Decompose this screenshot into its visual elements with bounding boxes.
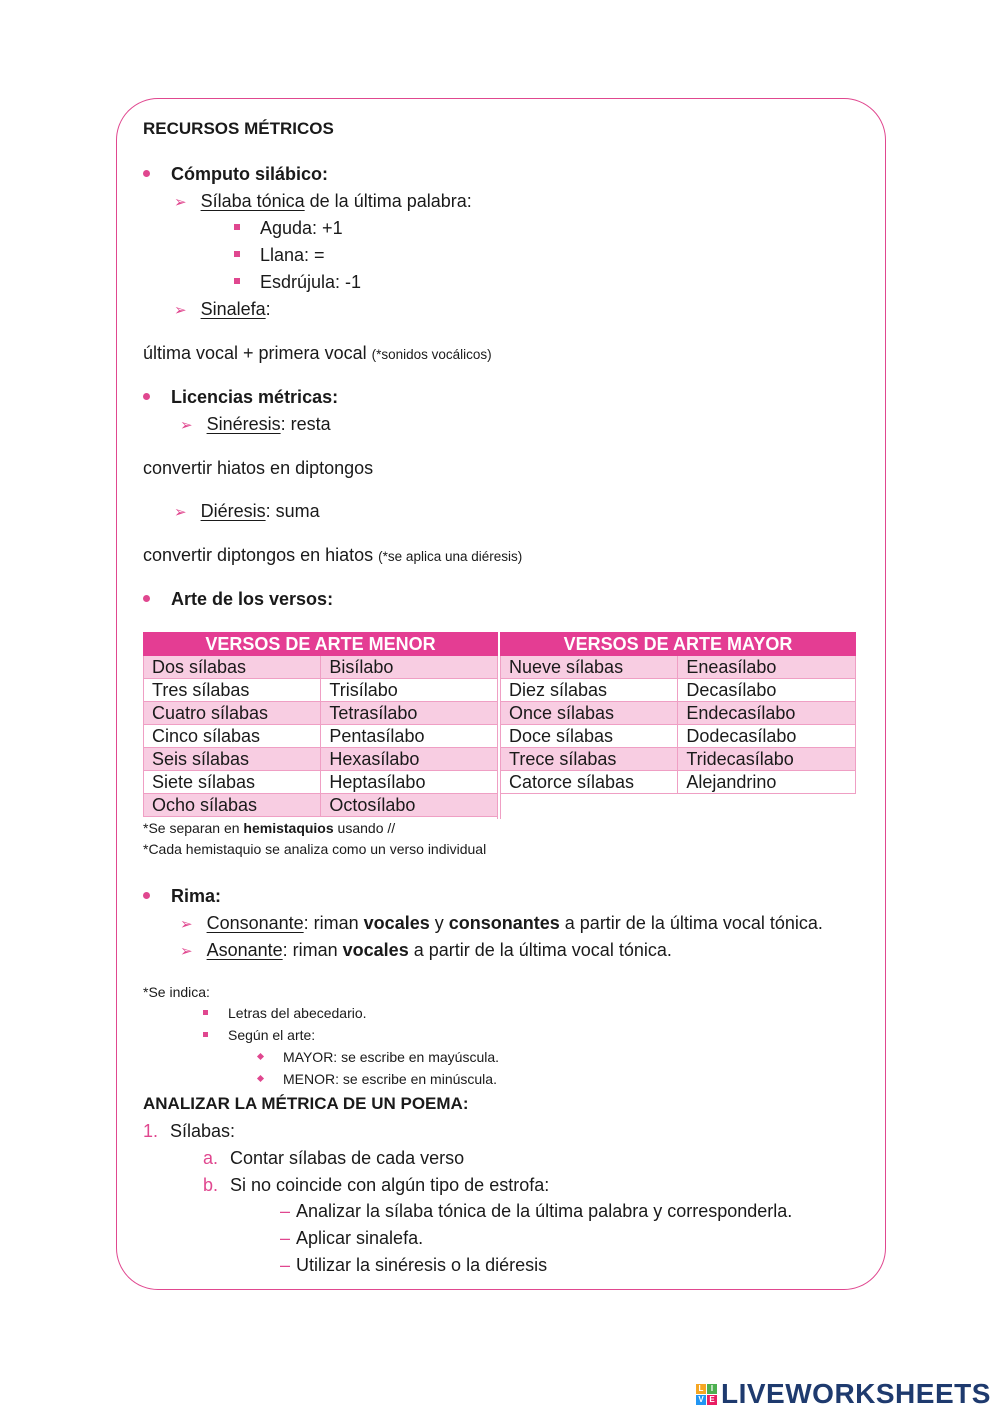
square-bullet-icon — [234, 224, 240, 230]
sineresis-term: Sinéresis — [206, 414, 281, 434]
step-1a: a. Contar sílabas de cada verso — [203, 1148, 465, 1168]
table-row: Ocho sílabas Octosílabo — [144, 794, 498, 817]
square-bullet-icon — [234, 278, 240, 284]
table-row: Seis sílabas Hexasílabo — [144, 748, 498, 771]
bullet-dot-icon — [143, 892, 150, 899]
computo-heading: Cómputo silábico: — [143, 164, 328, 185]
table-row: Doce sílabas Dodecasílabo — [501, 725, 856, 748]
list-item: MAYOR: se escribe en mayúscula. — [258, 1049, 499, 1065]
table-row: Cuatro sílabas Tetrasílabo — [144, 702, 498, 725]
bullet-dot-icon — [143, 170, 150, 177]
arte-menor-table — [143, 632, 498, 817]
bullet-dot-icon — [143, 393, 150, 400]
consonante-line: ➢ Consonante: riman vocales y consonantes a partir de la última vocal tónica. — [180, 913, 823, 933]
square-bullet-icon — [203, 1010, 208, 1015]
hemistaquio-note-2: *Cada hemistaquio se analiza como un verso individual — [143, 841, 487, 857]
analizar-heading: ANALIZAR LA MÉTRICA DE UN POEMA: — [143, 1094, 469, 1113]
sinalefa-definition: última vocal + primera vocal (*sonidos vocálicos) — [143, 343, 492, 363]
silaba-tonica-line: ➢ Sílaba tónica de la última palabra: — [174, 191, 472, 211]
arte-heading: Arte de los versos: — [143, 589, 333, 610]
step-1b: b. Si no coincide con algún tipo de estrofa: — [203, 1175, 550, 1195]
dieresis-line: ➢ Diéresis: suma — [174, 501, 320, 521]
diamond-bullet-icon — [257, 1075, 264, 1082]
step-1: 1. Sílabas: — [143, 1121, 236, 1141]
licencias-heading: Licencias métricas: — [143, 387, 338, 408]
diamond-bullet-icon — [257, 1053, 264, 1060]
dieresis-definition: convertir diptongos en hiatos (*se aplica una diéresis) — [143, 545, 523, 565]
table-row: Nueve sílabas Eneasílabo — [501, 656, 856, 679]
sineresis-line: ➢ Sinéresis: resta — [180, 414, 331, 434]
asonante-line: ➢ Asonante: riman vocales a partir de la última vocal tónica. — [180, 940, 672, 960]
liveworksheets-logo — [696, 1376, 991, 1412]
table-row: Diez sílabas Decasílabo — [501, 679, 856, 702]
table-row: Tres sílabas Trisílabo — [144, 679, 498, 702]
table-row: Catorce sílabas Alejandrino — [501, 771, 856, 794]
table-row: Dos sílabas Bisílabo — [144, 656, 498, 679]
list-item: Llana: = — [234, 245, 325, 266]
asonante-term: Asonante — [206, 940, 283, 960]
table-row: Siete sílabas Heptasílabo — [144, 771, 498, 794]
sineresis-definition: convertir hiatos en diptongos — [143, 458, 374, 478]
hemistaquio-note: *Se separan en hemistaquios usando // — [143, 820, 396, 836]
sinalefa-term: Sinalefa — [200, 299, 266, 319]
se-indica-note: *Se indica: — [143, 984, 210, 1000]
arrow-bullet-icon: ➢ — [174, 194, 187, 211]
sinalefa-line: ➢ Sinalefa: — [174, 299, 271, 319]
list-item: Aguda: +1 — [234, 218, 343, 239]
list-item: MENOR: se escribe en minúscula. — [258, 1071, 497, 1087]
square-bullet-icon — [234, 251, 240, 257]
list-item: – Utilizar la sinéresis o la diéresis — [280, 1255, 548, 1275]
dieresis-term: Diéresis — [200, 501, 266, 521]
arrow-bullet-icon: ➢ — [174, 302, 187, 319]
list-item: Esdrújula: -1 — [234, 272, 361, 293]
table-row: Cinco sílabas Pentasílabo — [144, 725, 498, 748]
arte-mayor-header: VERSOS DE ARTE MAYOR — [501, 633, 856, 656]
list-item: Letras del abecedario. — [203, 1005, 367, 1021]
logo-icon: L I V E — [696, 1384, 717, 1405]
logo-text: LIVEWORKSHEETS — [721, 1378, 991, 1409]
arrow-bullet-icon: ➢ — [174, 504, 187, 521]
table-row: Trece sílabas Tridecasílabo — [501, 748, 856, 771]
bullet-dot-icon — [143, 595, 150, 602]
arrow-bullet-icon: ➢ — [180, 943, 193, 960]
arte-mayor-table — [500, 632, 856, 794]
consonante-term: Consonante — [206, 913, 304, 933]
list-item: – Aplicar sinalefa. — [280, 1228, 424, 1248]
arrow-bullet-icon: ➢ — [180, 417, 193, 434]
rima-heading: Rima: — [143, 886, 221, 907]
list-item: – Analizar la sílaba tónica de la última palabra y corresponderla. — [280, 1201, 793, 1221]
list-item: Según el arte: — [203, 1027, 315, 1043]
silaba-tonica-term: Sílaba tónica — [200, 191, 305, 211]
table-row: Once sílabas Endecasílabo — [501, 702, 856, 725]
arrow-bullet-icon: ➢ — [180, 916, 193, 933]
arte-menor-header: VERSOS DE ARTE MENOR — [144, 633, 498, 656]
page-title: RECURSOS MÉTRICOS — [143, 119, 334, 138]
square-bullet-icon — [203, 1032, 208, 1037]
